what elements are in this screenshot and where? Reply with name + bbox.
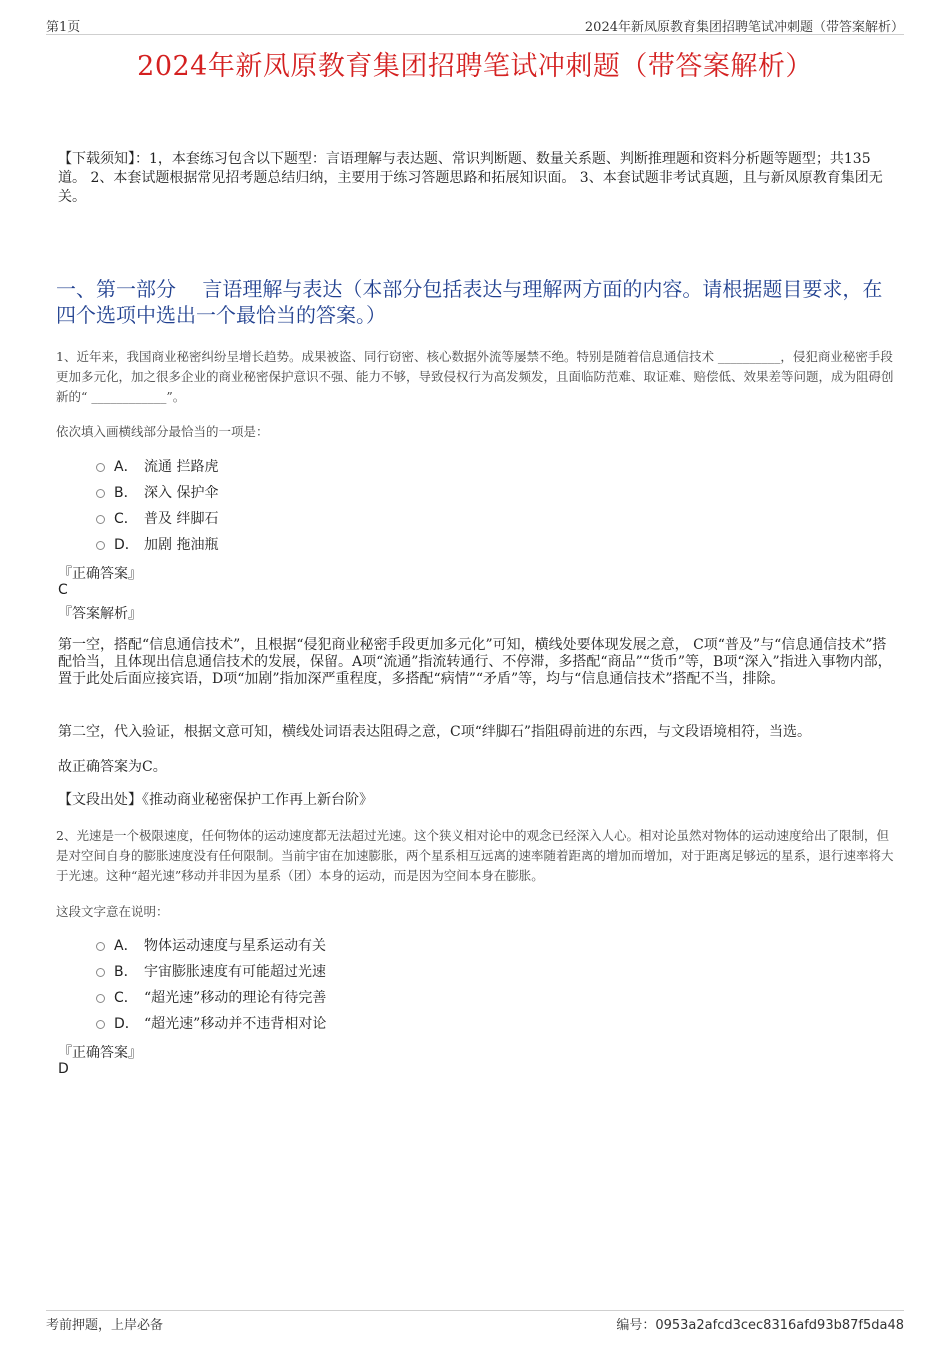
radio-icon[interactable] <box>96 994 105 1003</box>
radio-icon[interactable] <box>96 968 105 977</box>
option-a[interactable]: A． 物体运动速度与星系运动有关 <box>96 932 326 958</box>
page-header <box>46 14 904 35</box>
option-d[interactable]: D． “超光速”移动并不违背相对论 <box>96 1010 326 1036</box>
answer-label: 『正确答案』 <box>58 1045 142 1061</box>
question-1-text: 1、近年来，我国商业秘密纠纷呈增长趋势。成果被盗、同行窃密、核心数据外流等屡禁不绝。特别是随着信息通信技术 __________，侵犯商业秘密手段更加多元化，加之很多企业的商业秘密保护意识不强、能力不够，导致侵权行为高发频发，且面临防范难、取证难、赔偿低、效果差等问题，成为阻碍创新的“ ____________”。 <box>56 349 894 404</box>
document-id: 编号：0953a2afcd3cec8316afd93b87f5da48 <box>616 1318 904 1333</box>
radio-icon[interactable] <box>96 942 105 951</box>
radio-icon[interactable] <box>96 463 105 472</box>
footer-slogan: 考前押题，上岸必备 <box>46 1318 164 1333</box>
question-2-options <box>96 932 326 1036</box>
page-footer <box>46 1310 904 1333</box>
question-1-prompt: 依次填入画横线部分最恰当的一项是： <box>56 424 269 439</box>
download-notice: 【下载须知】：1，本套练习包含以下题型：言语理解与表达题、常识判断题、数量关系题、判断推理题和资料分析题等题型；共135道。 2、本套试题根据常见招考题总结归纳，主要用于练习答题思路和拓展知识面。 3、本套试题非考试真题，且与新凤原教育集团无关。 <box>58 151 883 205</box>
analysis-label: 『答案解析』 <box>58 606 142 622</box>
analysis-paragraph: 第一空，搭配“信息通信技术”，且根据“侵犯商业秘密手段更加多元化”可知，横线处要体现发展之意， C项“普及”与“信息通信技术”搭配恰当，且体现出信息通信技术的发展，保留。A项“流通”指流转通行、不停滞，多搭配“商品”“货币”等，B项“深入”指进入事物内部，置于此处后面应接宾语，D项“加剧”指加深严重程度，多搭配“病情”“矛盾”等，均与“信息通信技术”搭配不当，排除。 <box>58 637 892 687</box>
analysis-paragraph: 故正确答案为C。 <box>58 759 167 775</box>
analysis-paragraph: 第二空，代入验证，根据文意可知，横线处词语表达阻碍之意，C项“绊脚石”指阻碍前进的东西，与文段语境相符，当选。 <box>58 724 812 740</box>
source-citation: 【文段出处】《推动商业秘密保护工作再上新台阶》 <box>58 792 373 808</box>
question-1-options <box>96 453 218 557</box>
question-2-prompt: 这段文字意在说明： <box>56 904 169 919</box>
radio-icon[interactable] <box>96 515 105 524</box>
answer-label: 『正确答案』 <box>58 566 142 582</box>
option-c[interactable]: C． 普及 绊脚石 <box>96 505 218 531</box>
page-title: 2024年新凤原教育集团招聘笔试冲刺题（带答案解析） <box>137 51 813 82</box>
option-a[interactable]: A． 流通 拦路虎 <box>96 453 218 479</box>
radio-icon[interactable] <box>96 489 105 498</box>
option-b[interactable]: B． 宇宙膨胀速度有可能超过光速 <box>96 958 326 984</box>
question-2-text: 2、光速是一个极限速度，任何物体的运动速度都无法超过光速。这个狭义相对论中的观念已经深入人心。相对论虽然对物体的运动速度给出了限制，但是对空间自身的膨胀速度没有任何限制。当前宇宙在加速膨胀，两个星系相互远离的速率随着距离的增加而增加，对于距离足够远的星系，退行速率将大于光速。这种“超光速”移动并非因为星系（团）本身的运动，而是因为空间本身在膨胀。 <box>56 828 894 883</box>
correct-answer: C <box>58 582 68 598</box>
radio-icon[interactable] <box>96 541 105 550</box>
option-c[interactable]: C． “超光速”移动的理论有待完善 <box>96 984 326 1010</box>
page-number: 第1页 <box>46 20 81 35</box>
header-doc-title: 2024年新凤原教育集团招聘笔试冲刺题（带答案解析） <box>584 20 904 35</box>
section-heading: 一、第一部分 言语理解与表达（本部分包括表达与理解两方面的内容。请根据题目要求，在四个选项中选出一个最恰当的答案。） <box>56 277 883 327</box>
radio-icon[interactable] <box>96 1020 105 1029</box>
correct-answer: D <box>58 1061 69 1077</box>
option-b[interactable]: B． 深入 保护伞 <box>96 479 218 505</box>
option-d[interactable]: D． 加剧 拖油瓶 <box>96 531 218 557</box>
